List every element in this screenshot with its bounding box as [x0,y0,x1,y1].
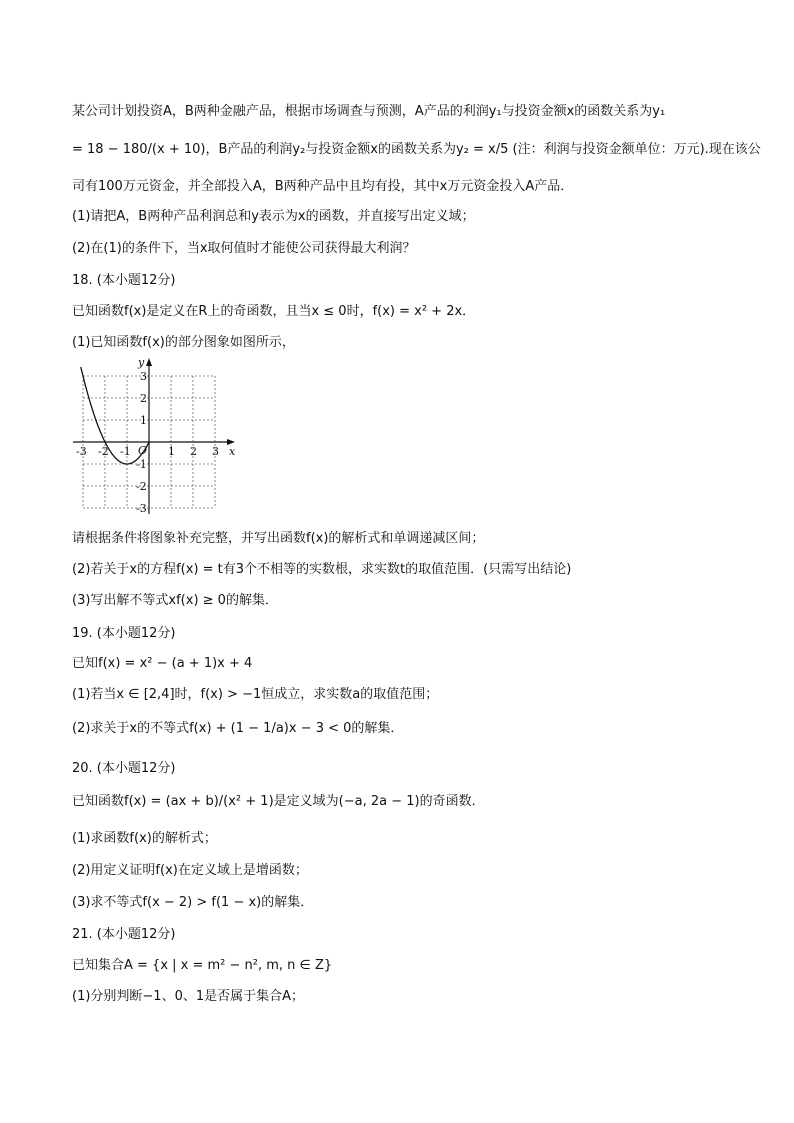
origin-label: O [138,444,148,457]
problem-17-question-2: (2)在(1)的条件下，当x取何值时才能使公司获得最大利润？ [72,241,416,256]
y-axis-arrow [146,358,152,366]
x-tick-label: -3 [76,445,87,458]
problem-20-question-2: (2)用定义证明f(x)在定义域上是增函数； [72,863,308,878]
problem-19-question-1: (1)若当x ∈ [2,4]时，f(x) > −1恒成立，求实数a的取值范围； [72,687,439,702]
x-tick-label: -1 [120,445,131,458]
problem-21-heading: 21. (本小题12分) [72,927,176,942]
y-tick-label: 2 [140,392,147,405]
graph-tick-labels [76,356,236,515]
x-tick-label: -2 [98,445,109,458]
function-graph [68,355,248,523]
y-tick-label: -1 [136,458,147,471]
x-tick-label: 3 [212,445,219,458]
y-axis-label: y [138,356,145,369]
y-tick-label: 1 [140,414,147,427]
x-tick-label: 2 [190,445,197,458]
problem-18-question-3: (3)写出解不等式xf(x) ≥ 0的解集． [72,593,278,608]
problem-18-heading: 18. (本小题12分) [72,273,176,288]
x-axis-label: x [229,445,236,458]
y-tick-label: 3 [140,370,147,383]
problem-21-question-1: (1)分别判断−1、0、1是否属于集合A； [72,989,305,1004]
problem-18-stem: 已知函数f(x)是定义在R上的奇函数，且当x ≤ 0时，f(x) = x² + 2x． [72,304,476,319]
problem-17-question-1: (1)请把A，B两种产品利润总和y表示为x的函数，并直接写出定义域； [72,209,475,224]
y-tick-label: -3 [136,502,147,515]
x-tick-label: 1 [168,445,175,458]
problem-19-stem: 已知f(x) = x² − (a + 1)x + 4 [72,656,253,671]
problem-20-stem: 已知函数f(x) = (ax + b)/(x² + 1)是定义域为(−a, 2a − 1)的奇函数． [72,794,485,809]
graph-axes [73,358,235,514]
problem-20-heading: 20. (本小题12分) [72,761,176,776]
problem-19-question-2: (2)求关于x的不等式f(x) + (1 − 1/a)x − 3 < 0的解集． [72,721,404,736]
problem-17-line-3: 司有100万元资金，并全部投入A，B两种产品中且均有投，其中x万元资金投入A产品． [72,179,574,194]
problem-17-line-1: 某公司计划投资A，B两种金融产品，根据市场调查与预测，A产品的利润y₁与投资金额x的函数关系为y₁ [72,104,666,119]
problem-18-question-2: (2)若关于x的方程f(x) = t有3个不相等的实数根，求实数t的取值范围．(只需写出结论) [72,562,572,577]
problem-17-line-2: = 18 − 180/(x + 10)，B产品的利润y₂与投资金额x的函数关系为y₂ = x/5 (注：利润与投资金额单位：万元).现在该公 [72,142,761,157]
problem-19-heading: 19. (本小题12分) [72,626,176,641]
problem-20-question-1: (1)求函数f(x)的解析式； [72,831,217,846]
problem-21-stem: 已知集合A = {x | x = m² − n², m, n ∈ Z} [72,958,333,973]
problem-18-question-1a: (1)已知函数f(x)的部分图象如图所示， [72,335,295,350]
y-tick-label: -2 [136,480,147,493]
problem-18-question-1b: 请根据条件将图象补充完整，并写出函数f(x)的解析式和单调递减区间； [72,531,485,546]
problem-20-question-3: (3)求不等式f(x − 2) > f(1 − x)的解集． [72,895,314,910]
